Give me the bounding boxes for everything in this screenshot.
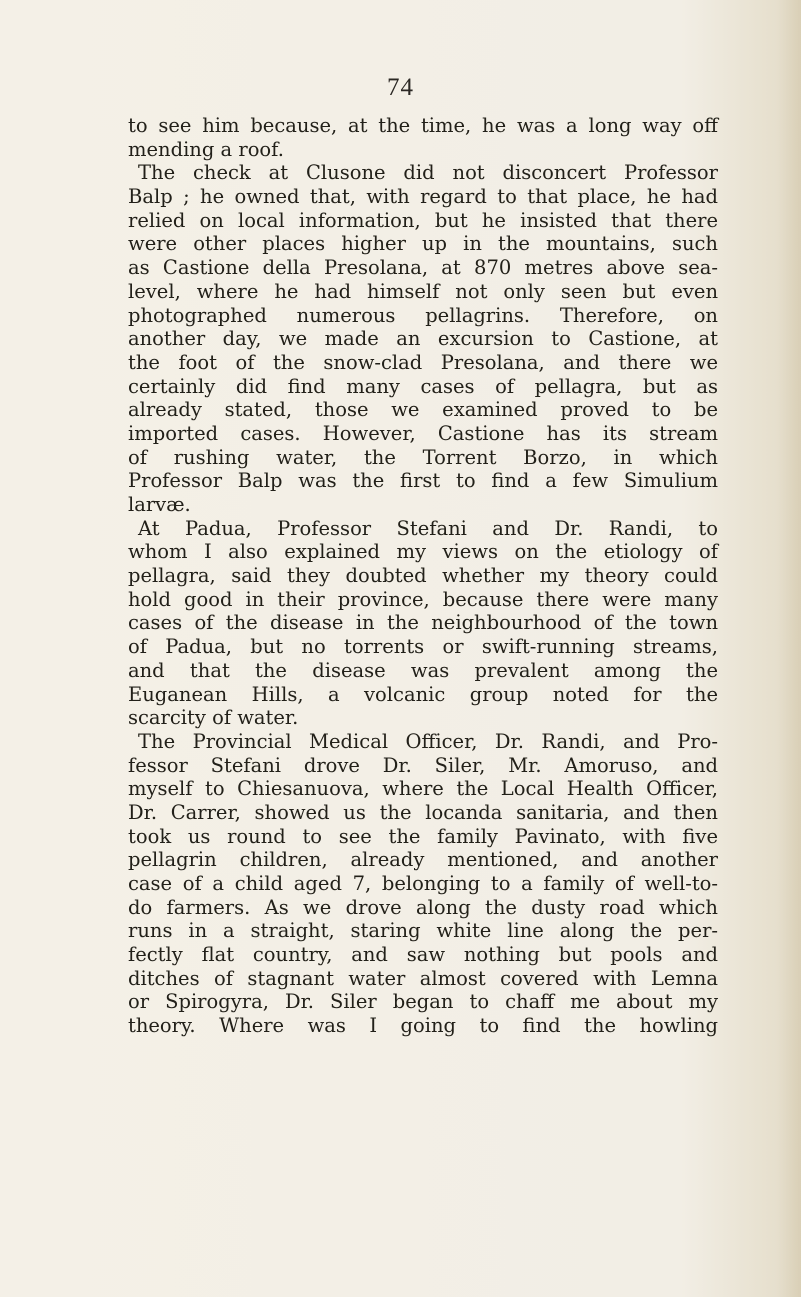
text-line: do farmers. As we drove along the dusty road which [128, 895, 718, 919]
text-line: At Padua, Professor Stefani and Dr. Randi, to [138, 516, 718, 540]
text-line: larvæ. [128, 493, 191, 516]
text-line: The check at Clusone did not disconcert Professor [138, 161, 718, 185]
text-line: relied on local information, but he insisted that there [128, 208, 718, 232]
text-line: were other places higher up in the mountains, such [128, 232, 718, 256]
text-line: runs in a straight, staring white line along the per- [128, 919, 718, 943]
text-line: took us round to see the family Pavinato, with five [128, 824, 718, 848]
text-line: certainly did find many cases of pellagra, but as [128, 374, 718, 398]
text-line: cases of the disease in the neighbourhood of the town [128, 611, 718, 635]
text-line: another day, we made an excursion to Castione, at [128, 327, 718, 351]
text-line: and that the disease was prevalent among the [128, 658, 718, 682]
text-line: scarcity of water. [128, 706, 299, 730]
text-line: hold good in their province, because there were many [128, 587, 718, 611]
text-line: myself to Chiesanuova, where the Local Health Officer, [128, 777, 718, 801]
text-line: as Castione della Presolana, at 870 metres above sea- [128, 256, 718, 280]
text-line: to see him because, at the time, he was a long way off [128, 114, 718, 137]
text-line: Balp ; he owned that, with regard to that place, he had [128, 185, 718, 209]
text-line: fectly flat country, and saw nothing but pools and [128, 943, 718, 967]
text-line: imported cases. However, Castione has its stream [128, 421, 718, 445]
text-line: whom I also explained my views on the etiology of [128, 540, 718, 564]
text-line: Euganean Hills, a volcanic group noted for the [128, 682, 718, 706]
body-text [128, 114, 718, 1038]
text-line: The Provincial Medical Officer, Dr. Randi, and Pro- [138, 729, 718, 753]
text-line: the foot of the snow-clad Presolana, and there we [128, 350, 718, 374]
text-line: of rushing water, the Torrent Borzo, in which [128, 445, 718, 469]
text-line: already stated, those we examined proved to be [128, 398, 718, 422]
text-line: case of a child aged 7, belonging to a family of well-to- [128, 872, 718, 895]
text-line: ditches of stagnant water almost covered with Lemna [128, 966, 718, 990]
text-line: or Spirogyra, Dr. Siler began to chaff me about my [128, 990, 718, 1014]
text-line: pellagrin children, already mentioned, and another [128, 848, 718, 872]
page-number: 74 [387, 74, 414, 101]
text-line: theory. Where was I going to find the howling [128, 1014, 718, 1038]
text-line: of Padua, but no torrents or swift-running streams, [128, 635, 718, 659]
text-line: level, where he had himself not only seen but even [128, 279, 718, 303]
text-line: Professor Balp was the first to find a few Simulium [128, 469, 718, 493]
text-line: pellagra, said they doubted whether my theory could [128, 564, 718, 588]
text-line: fessor Stefani drove Dr. Siler, Mr. Amoruso, and [128, 753, 718, 777]
text-line: mending a roof. [128, 137, 284, 161]
text-line: photographed numerous pellagrins. Therefore, on [128, 303, 718, 327]
text-line: Dr. Carrer, showed us the locanda sanitaria, and then [128, 800, 718, 824]
